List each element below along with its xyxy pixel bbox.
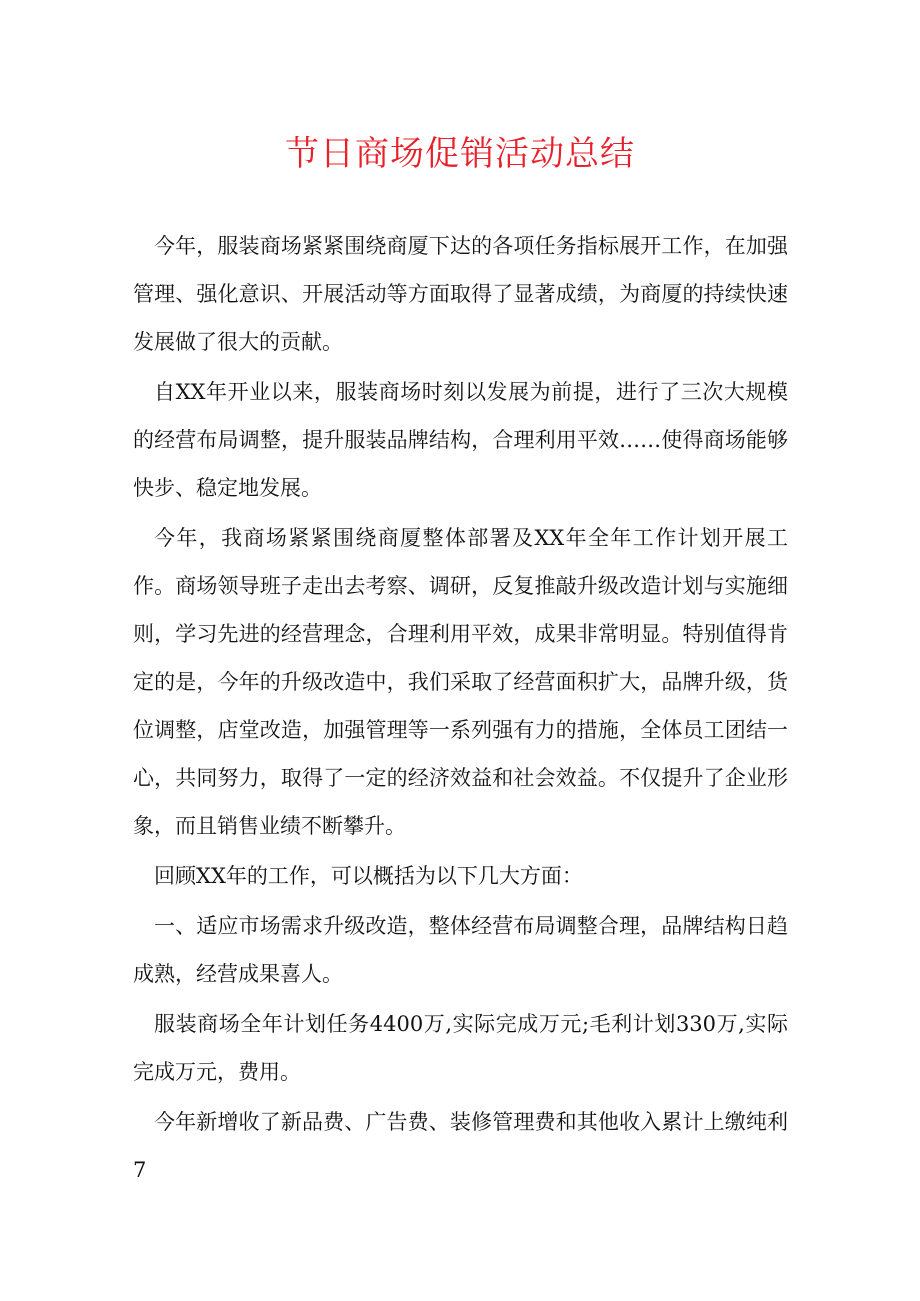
paragraph-targets: 服装商场全年计划任务4400万,实际完成万元;毛利计划330万,实际完成万元，费用。 [133, 1012, 788, 1084]
paragraph-this-year: 今年，我商场紧紧围绕商厦整体部署及XX年全年工作计划开展工作。商场领导班子走出去考察、调研，反复推敲升级改造计划与实施细则，学习先进的经营理念，合理利用平效，成果非常明显。特别值得肯定的是，今年的升级改造中，我们采取了经营面积扩大，品牌升级，货位调整，店堂改造，加强管理等一系列强有力的措施，全体员工团结一心，共同努力，取得了一定的经济效益和社会效益。不仅提升了企业形象，而且销售业绩不断攀升。 [133, 526, 788, 838]
document-body [133, 222, 788, 1196]
paragraph-intro: 今年，服装商场紧紧围绕商厦下达的各项任务指标展开工作，在加强管理、强化意识、开展活动等方面取得了显著成绩，为商厦的持续快速发展做了很大的贡献。 [133, 234, 788, 354]
paragraph-new-income: 今年新增收了新品费、广告费、装修管理费和其他收入累计上缴纯利7 [133, 1110, 788, 1182]
paragraph-review: 回顾XX年的工作，可以概括为以下几大方面： [154, 864, 583, 888]
paragraph-history: 自XX年开业以来，服装商场时刻以发展为前提，进行了三次大规模的经营布局调整，提升服装品牌结构，合理利用平效……使得商场能够快步、稳定地发展。 [133, 380, 788, 500]
paragraph-section-one: 一、适应市场需求升级改造，整体经营布局调整合理，品牌结构日趋成熟，经营成果喜人。 [133, 914, 788, 986]
document-title: 节日商场促销活动总结 [285, 134, 635, 174]
